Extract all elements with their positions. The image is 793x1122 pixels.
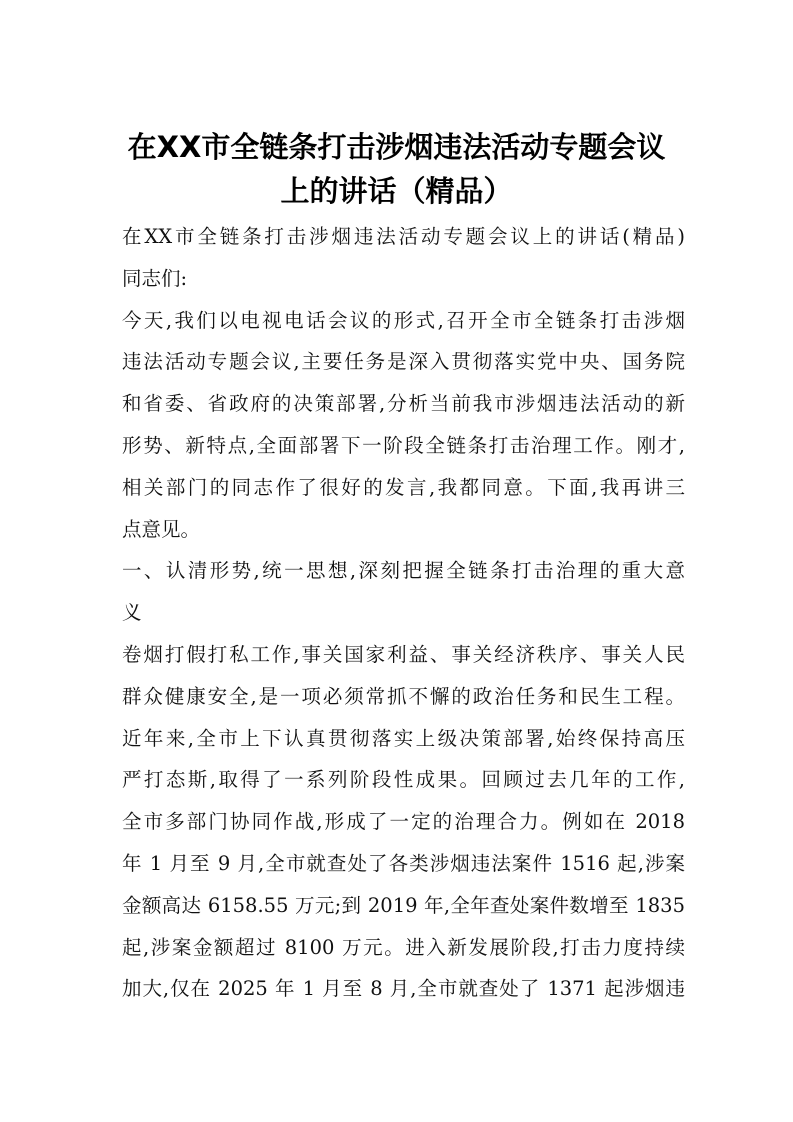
document-title-line-2: 上的讲话（精品） (280, 174, 513, 208)
text-line: 卷烟打假打私工作,事关国家利益、事关经济秩序、事关人民 (122, 642, 685, 666)
text-line: 加大,仅在 2025 年 1 月至 8 月,全市就查处了 1371 起涉烟违 (122, 977, 685, 1001)
text-line: 严打态斯,取得了一系列阶段性成果。回顾过去几年的工作, (122, 768, 685, 792)
text-line: 形势、新特点,全面部署下一阶段全链条打击治理工作。刚才, (122, 433, 685, 457)
text-line: 相关部门的同志作了很好的发言,我都同意。下面,我再讲三 (122, 475, 685, 499)
text-line: 同志们: (122, 266, 188, 290)
text-line: 金额高达 6158.55 万元;到 2019 年,全年查处案件数增至 1835 (122, 893, 685, 917)
text-line: 义 (122, 601, 142, 625)
text-line: 近年来,全市上下认真贯彻落实上级决策部署,始终保持高压 (122, 726, 685, 750)
text-line: 全市多部门协同作战,形成了一定的治理合力。例如在 2018 (122, 810, 685, 834)
text-line: 起,涉案金额超过 8100 万元。进入新发展阶段,打击力度持续 (122, 935, 685, 959)
text-line: 群众健康安全,是一项必须常抓不懈的政治任务和民生工程。 (122, 684, 685, 708)
text-line: 和省委、省政府的决策部署,分析当前我市涉烟违法活动的新 (122, 392, 685, 416)
text-line: 在XX市全链条打击涉烟违法活动专题会议上的讲话(精品) (122, 225, 685, 248)
text-line: 点意见。 (122, 517, 201, 541)
text-line: 今天,我们以电视电话会议的形式,召开全市全链条打击涉烟 (122, 308, 685, 332)
text-line: 年 1 月至 9 月,全市就查处了各类涉烟违法案件 1516 起,涉案 (122, 851, 685, 875)
document-body (122, 220, 685, 1014)
text-line: 一、认清形势,统一思想,深刻把握全链条打击治理的重大意 (122, 559, 685, 583)
text-line: 违法活动专题会议,主要任务是深入贯彻落实党中央、国务院 (122, 350, 685, 374)
document-title-line-1: 在XX市全链条打击涉烟违法活动专题会议 (127, 130, 666, 164)
